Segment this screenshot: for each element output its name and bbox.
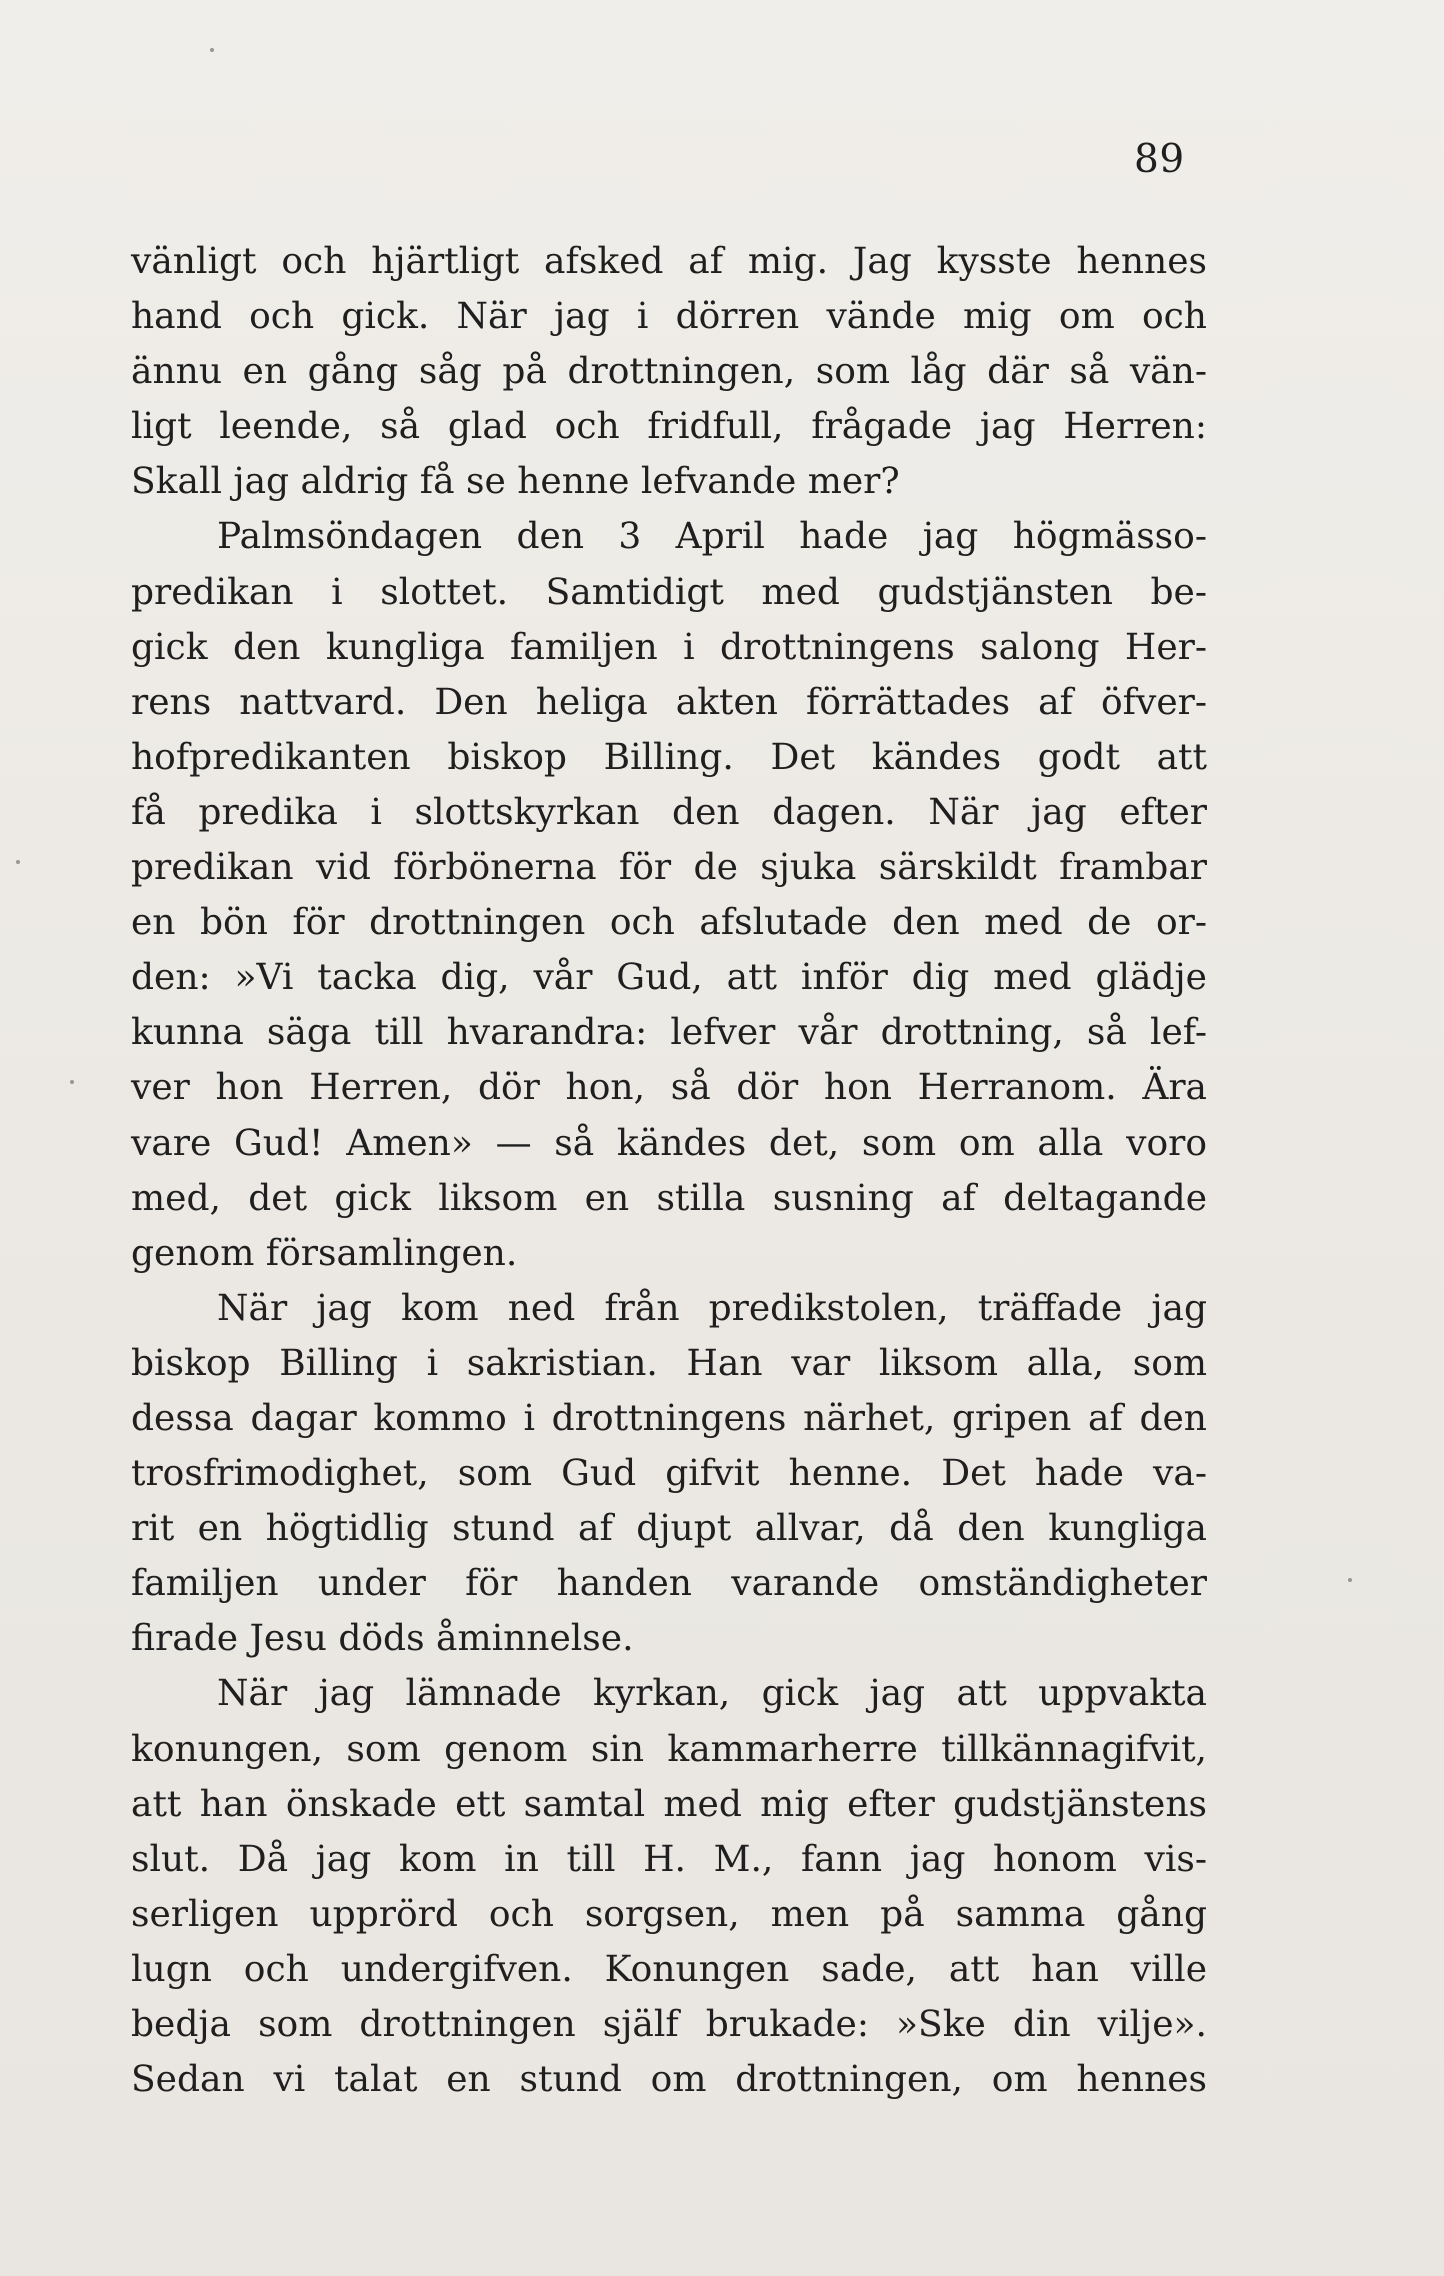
text-line: familjen under för handen varande omständigheter — [131, 1563, 1207, 1605]
text-line: trosfrimodighet, som Gud gifvit henne. Det hade va- — [131, 1453, 1207, 1495]
text-line: genom församlingen. — [131, 1232, 518, 1274]
text-line: hofpredikanten biskop Billing. Det kändes godt att — [131, 736, 1207, 778]
text-line: kunna säga till hvarandra: lefver vår drottning, så lef- — [131, 1012, 1207, 1054]
page-number: 89 — [1134, 137, 1185, 182]
text-line: firade Jesu döds åminnelse. — [131, 1618, 634, 1660]
text-line: gick den kungliga familjen i drottningens salong Her- — [131, 626, 1207, 668]
paper-speck — [1348, 1578, 1352, 1582]
text-line: ännu en gång såg på drottningen, som låg där så vän- — [131, 351, 1207, 393]
text-line: predikan vid förbönerna för de sjuka särskildt frambar — [131, 847, 1207, 889]
text-line: en bön för drottningen och afslutade den med de or- — [131, 902, 1207, 944]
text-line: ligt leende, så glad och fridfull, frågade jag Herren: — [131, 406, 1207, 448]
text-line: vare Gud! Amen» — så kändes det, som om alla voro — [131, 1122, 1207, 1164]
text-line: dessa dagar kommo i drottningens närhet, gripen af den — [131, 1397, 1207, 1439]
text-line: konungen, som genom sin kammarherre tillkännagifvit, — [131, 1728, 1207, 1770]
text-line: med, det gick liksom en stilla susning af deltagande — [131, 1177, 1207, 1219]
text-line: få predika i slottskyrkan den dagen. När jag efter — [131, 791, 1207, 833]
text-line: biskop Billing i sakristian. Han var liksom alla, som — [131, 1342, 1207, 1384]
text-line: När jag kom ned från predikstolen, träffade jag — [217, 1287, 1207, 1329]
text-line: serligen upprörd och sorgsen, men på samma gång — [131, 1893, 1207, 1935]
text-line: vänligt och hjärtligt afsked af mig. Jag kysste hennes — [131, 241, 1207, 282]
text-line: slut. Då jag kom in till H. M., fann jag honom vis- — [131, 1838, 1207, 1880]
text-line: ver hon Herren, dör hon, så dör hon Herranom. Ära — [131, 1067, 1207, 1109]
body-text — [131, 234, 1207, 2107]
text-line: Skall jag aldrig få se henne lefvande mer? — [131, 461, 900, 503]
text-line: hand och gick. När jag i dörren vände mig om och — [131, 296, 1207, 338]
text-line: Palmsöndagen den 3 April hade jag högmässo- — [217, 516, 1207, 558]
text-line: Sedan vi talat en stund om drottningen, om hennes — [131, 2059, 1207, 2101]
text-line: predikan i slottet. Samtidigt med gudstjänsten be- — [131, 571, 1207, 613]
text-line: att han önskade ett samtal med mig efter gudstjänstens — [131, 1783, 1207, 1825]
text-line: den: »Vi tacka dig, vår Gud, att inför dig med glädje — [131, 957, 1207, 999]
text-line: rens nattvard. Den heliga akten förrättades af öfver- — [131, 681, 1207, 723]
paper-speck — [16, 860, 20, 864]
text-line: bedja som drottningen själf brukade: »Ske din vilje». — [131, 2004, 1207, 2045]
text-line: När jag lämnade kyrkan, gick jag att uppvakta — [217, 1673, 1207, 1715]
text-line: lugn och undergifven. Konungen sade, att han ville — [131, 1948, 1207, 1990]
paper-speck — [210, 48, 214, 52]
text-line: rit en högtidlig stund af djupt allvar, då den kungliga — [131, 1508, 1207, 1550]
paper-speck — [70, 1080, 74, 1084]
